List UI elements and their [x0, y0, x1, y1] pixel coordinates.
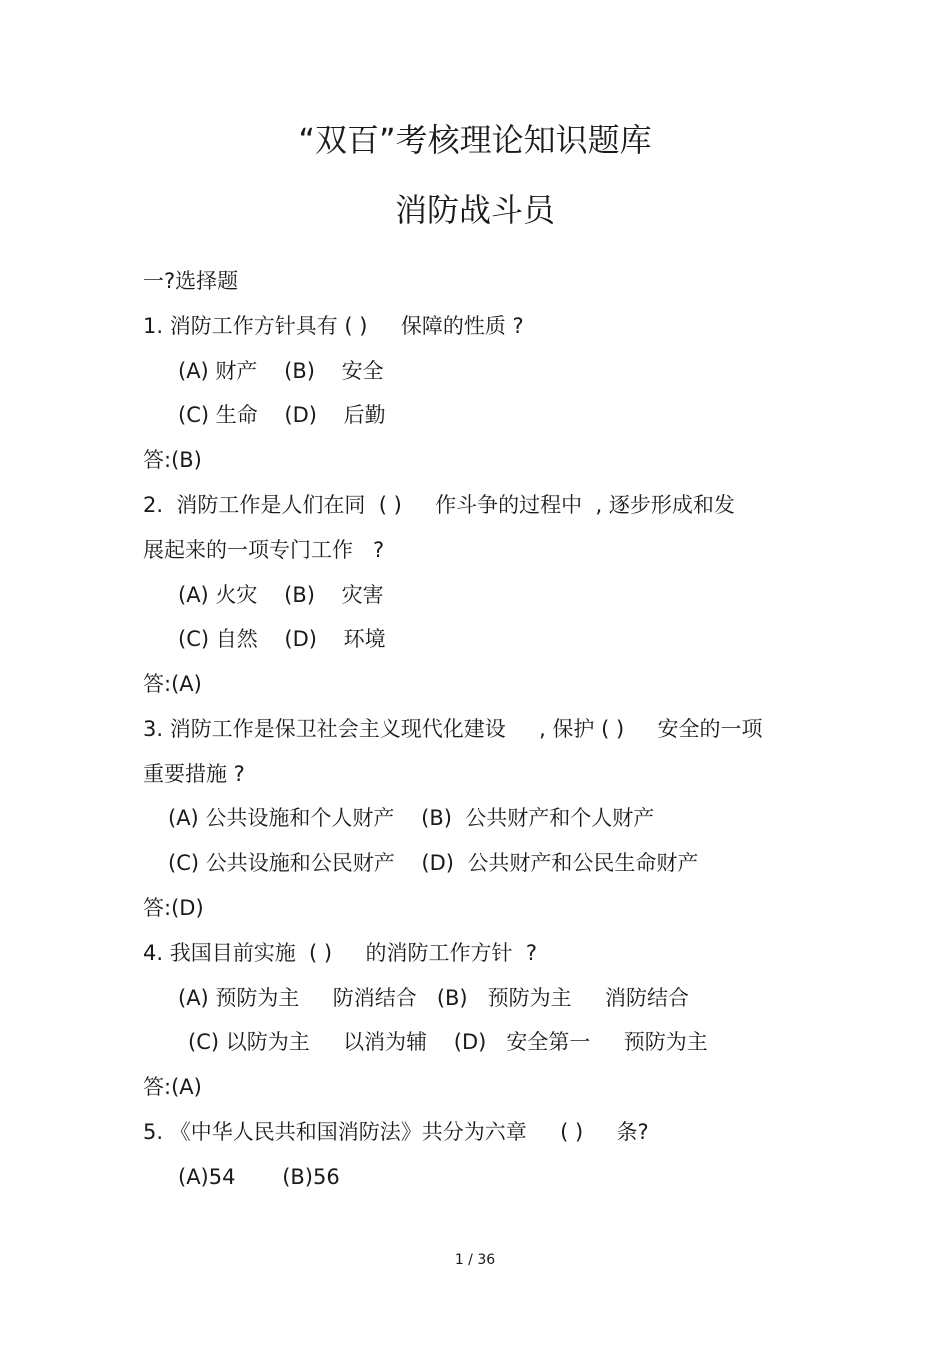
question-2-stem-line-1: 2. 消防工作是人们在同 ( ) 作斗争的过程中 , 逐步形成和发 [143, 493, 735, 517]
page-number: 1 / 36 [454, 1252, 496, 1268]
question-1-option-row-1: (A) 财产 (B) 安全 [178, 359, 384, 383]
question-1-option-row-2: (C) 生命 (D) 后勤 [178, 403, 386, 427]
question-3-stem-line-2: 重要措施 ? [143, 762, 245, 786]
question-1-answer: 答:(B) [143, 448, 202, 472]
document-subtitle: 消防战斗员 [394, 191, 555, 229]
question-1-stem: 1. 消防工作方针具有 ( ) 保障的性质 ? [143, 314, 524, 338]
question-5-stem: 5. 《中华人民共和国消防法》共分为六章 ( ) 条? [143, 1120, 649, 1144]
question-2-stem-line-2: 展起来的一项专门工作 ? [143, 538, 385, 562]
question-4-answer: 答:(A) [143, 1075, 202, 1099]
question-5-option-row-1: (A)54 (B)56 [178, 1165, 340, 1189]
document-title: “双百”考核理论知识题库 [298, 121, 652, 159]
section-heading: 一?选择题 [143, 269, 239, 293]
question-4-stem: 4. 我国目前实施 ( ) 的消防工作方针 ? [143, 941, 537, 965]
question-2-answer: 答:(A) [143, 672, 202, 696]
question-2-option-row-2: (C) 自然 (D) 环境 [178, 627, 386, 651]
question-4-option-row-1: (A) 预防为主 防消结合 (B) 预防为主 消防结合 [178, 986, 690, 1010]
question-3-stem-line-1: 3. 消防工作是保卫社会主义现代化建设 , 保护 ( ) 安全的一项 [143, 717, 763, 741]
question-3-option-row-2: (C) 公共设施和公民财产 (D) 公共财产和公民生命财产 [168, 851, 699, 875]
question-3-option-row-1: (A) 公共设施和个人财产 (B) 公共财产和个人财产 [168, 806, 655, 830]
question-3-answer: 答:(D) [143, 896, 204, 920]
question-4-option-row-2: (C) 以防为主 以消为辅 (D) 安全第一 预防为主 [188, 1030, 708, 1054]
question-2-option-row-1: (A) 火灾 (B) 灾害 [178, 583, 384, 607]
